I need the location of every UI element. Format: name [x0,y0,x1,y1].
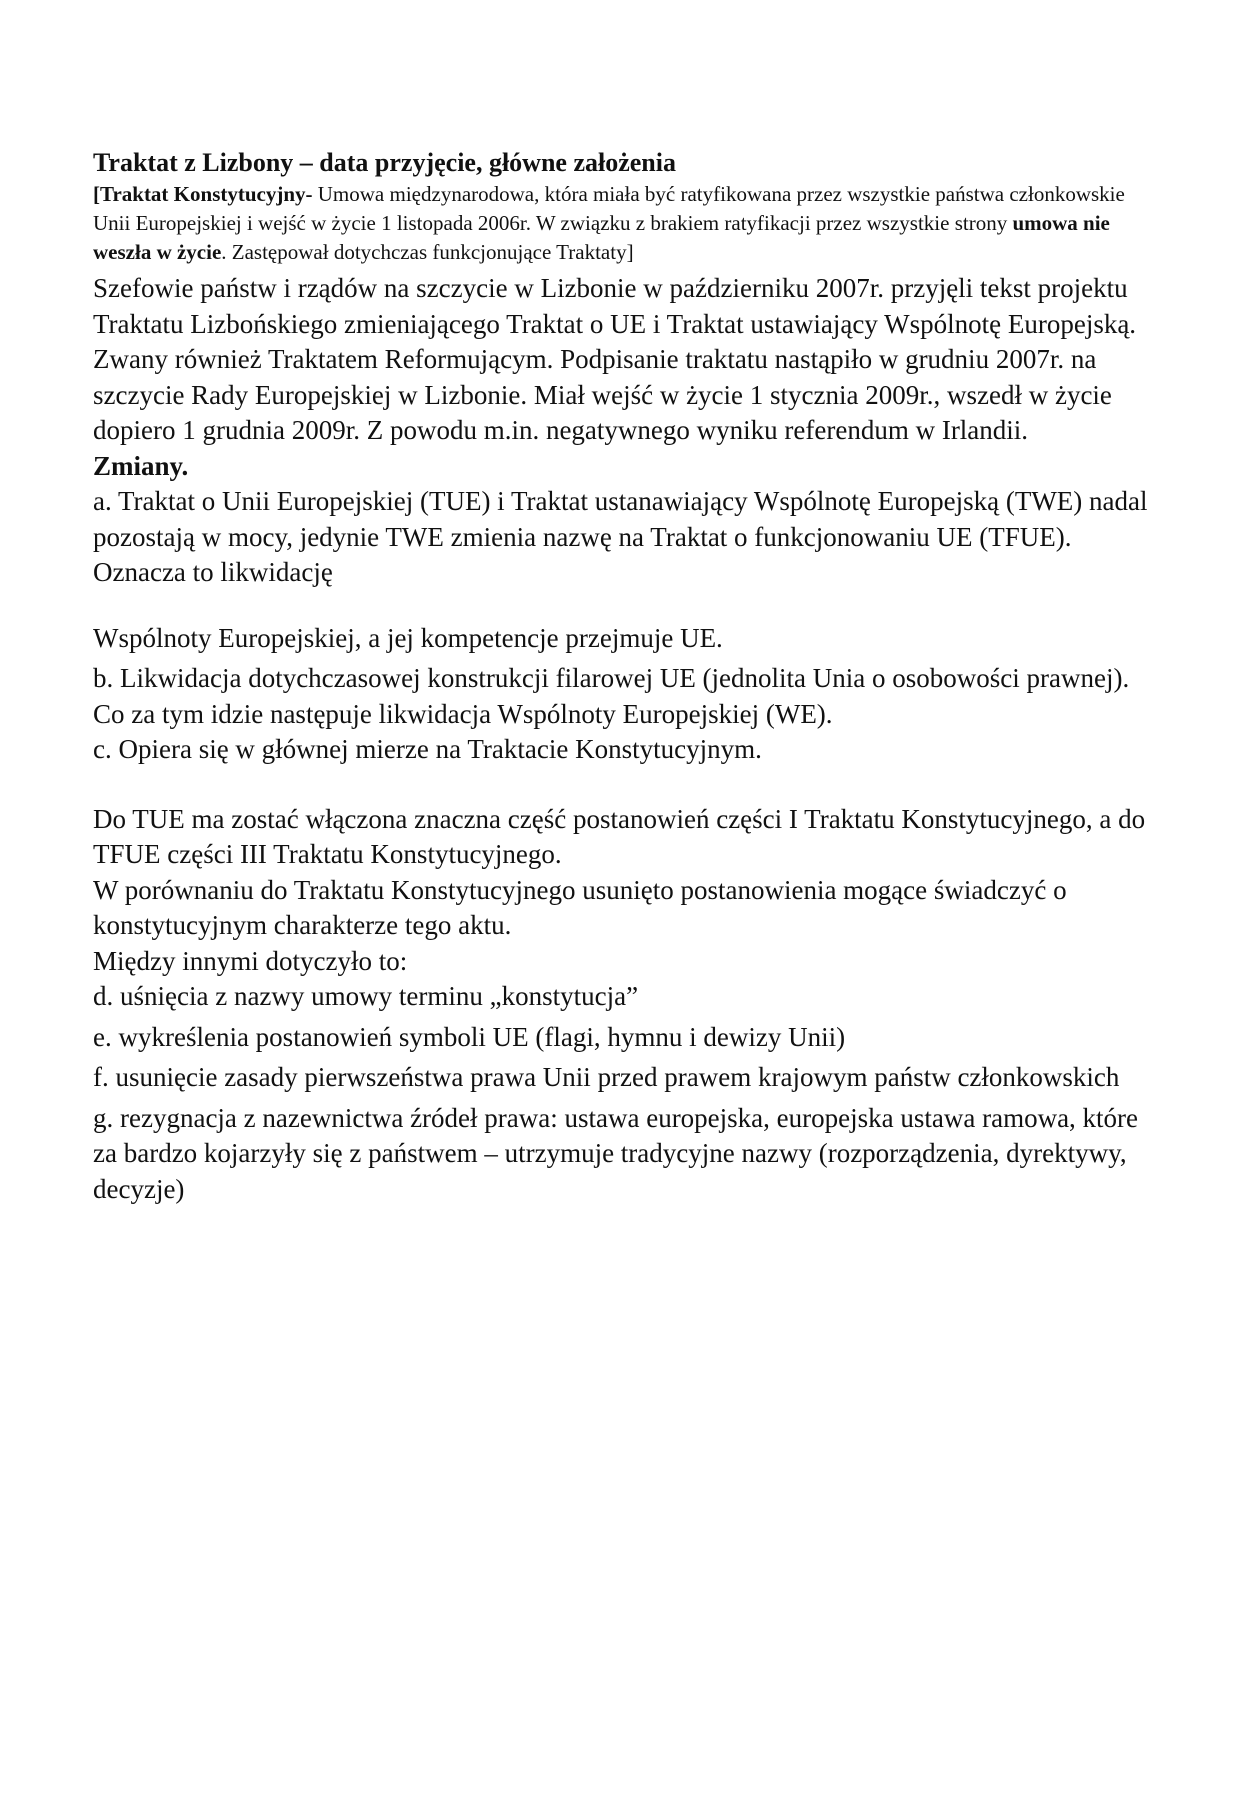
intro-bold-mid: umowa nie weszła w życie [93,211,1110,264]
list-item-g: g. rezygnacja z nazewnictwa źródeł prawa: ustawa europejska, europejska ustawa ramowa, które za bardzo kojarzyły się z państwem – utrzymuje tradycyjne nazwy (rozporządzenia, dyrektywy, decyzje) [93,1102,1139,1204]
intro-text-2: . Zastępował dotychczas funkcjonujące Traktaty] [221,240,634,264]
paragraph-tue: Do TUE ma zostać włączona znaczna część postanowień części I Traktatu Konstytucyjnego, a do TFUE części III Traktatu Konstytucyjnego. [93,803,1146,869]
document-page [93,146,1153,1207]
document-title: Traktat z Lizbony – data przyjęcie, główne założenia [93,148,676,177]
list-item-b-continued: Co za tym idzie następuje likwidacja Wspólnoty Europejskiej (WE). [93,698,833,729]
changes-heading: Zmiany. [93,450,189,481]
paragraph-among-others: Między innymi dotyczyło to: [93,945,408,976]
intro-text-1: Umowa międzynarodowa, która miała być ratyfikowana przez wszystkie państwa członkowskie Unii Europejskiej i wejść w życie 1 listopada 2006r. W związku z brakiem ratyfikacji przez wszystkie strony [93,182,1125,235]
list-item-b: b. Likwidacja dotychczasowej konstrukcji filarowej UE (jednolita Unia o osobowości prawnej). [93,663,1130,693]
list-item-d: d. uśnięcia z nazwy umowy terminu „konstytucja” [93,981,639,1011]
intro-note [93,180,1153,267]
list-item-e: e. wykreślenia postanowień symboli UE (flagi, hymnu i dewizy Unii) [93,1021,846,1052]
list-item-a-continued: Wspólnoty Europejskiej, a jej kompetencje przejmuje UE. [93,622,723,653]
intro-bold-open: [Traktat Konstytucyjny- [93,182,313,206]
list-item-f: f. usunięcie zasady pierwszeństwa prawa Unii przed prawem krajowym państw członkowskich [93,1062,1120,1092]
list-item-a: a. Traktat o Unii Europejskiej (TUE) i Traktat ustanawiający Wspólnotę Europejską (TWE) nadal pozostają w mocy, jedynie TWE zmienia nazwę na Traktat o funkcjonowaniu UE (TFUE). Oznacza to likwidację [93,486,1148,587]
list-item-c: c. Opiera się w głównej mierze na Traktacie Konstytucyjnym. [93,734,762,764]
paragraph-summit: Szefowie państw i rządów na szczycie w Lizbonie w październiku 2007r. przyjęli tekst projektu Traktatu Lizbońskiego zmieniającego Traktat o UE i Traktat ustawiający Wspólnotę Europejską. Zwany również Traktatem Reformującym. Podpisanie traktatu nastąpiło w grudniu 2007r. na szczycie Rady Europejskiej w Lizbonie. Miał wejść w życie 1 stycznia 2009r., wszedł w życie dopiero 1 grudnia 2009r. Z powodu m.in. negatywnego wyniku referendum w Irlandii. [93,273,1137,445]
paragraph-comparison: W porównaniu do Traktatu Konstytucyjnego usunięto postanowienia mogące świadczyć o konstytucyjnym charakterze tego aktu. [93,874,1067,940]
